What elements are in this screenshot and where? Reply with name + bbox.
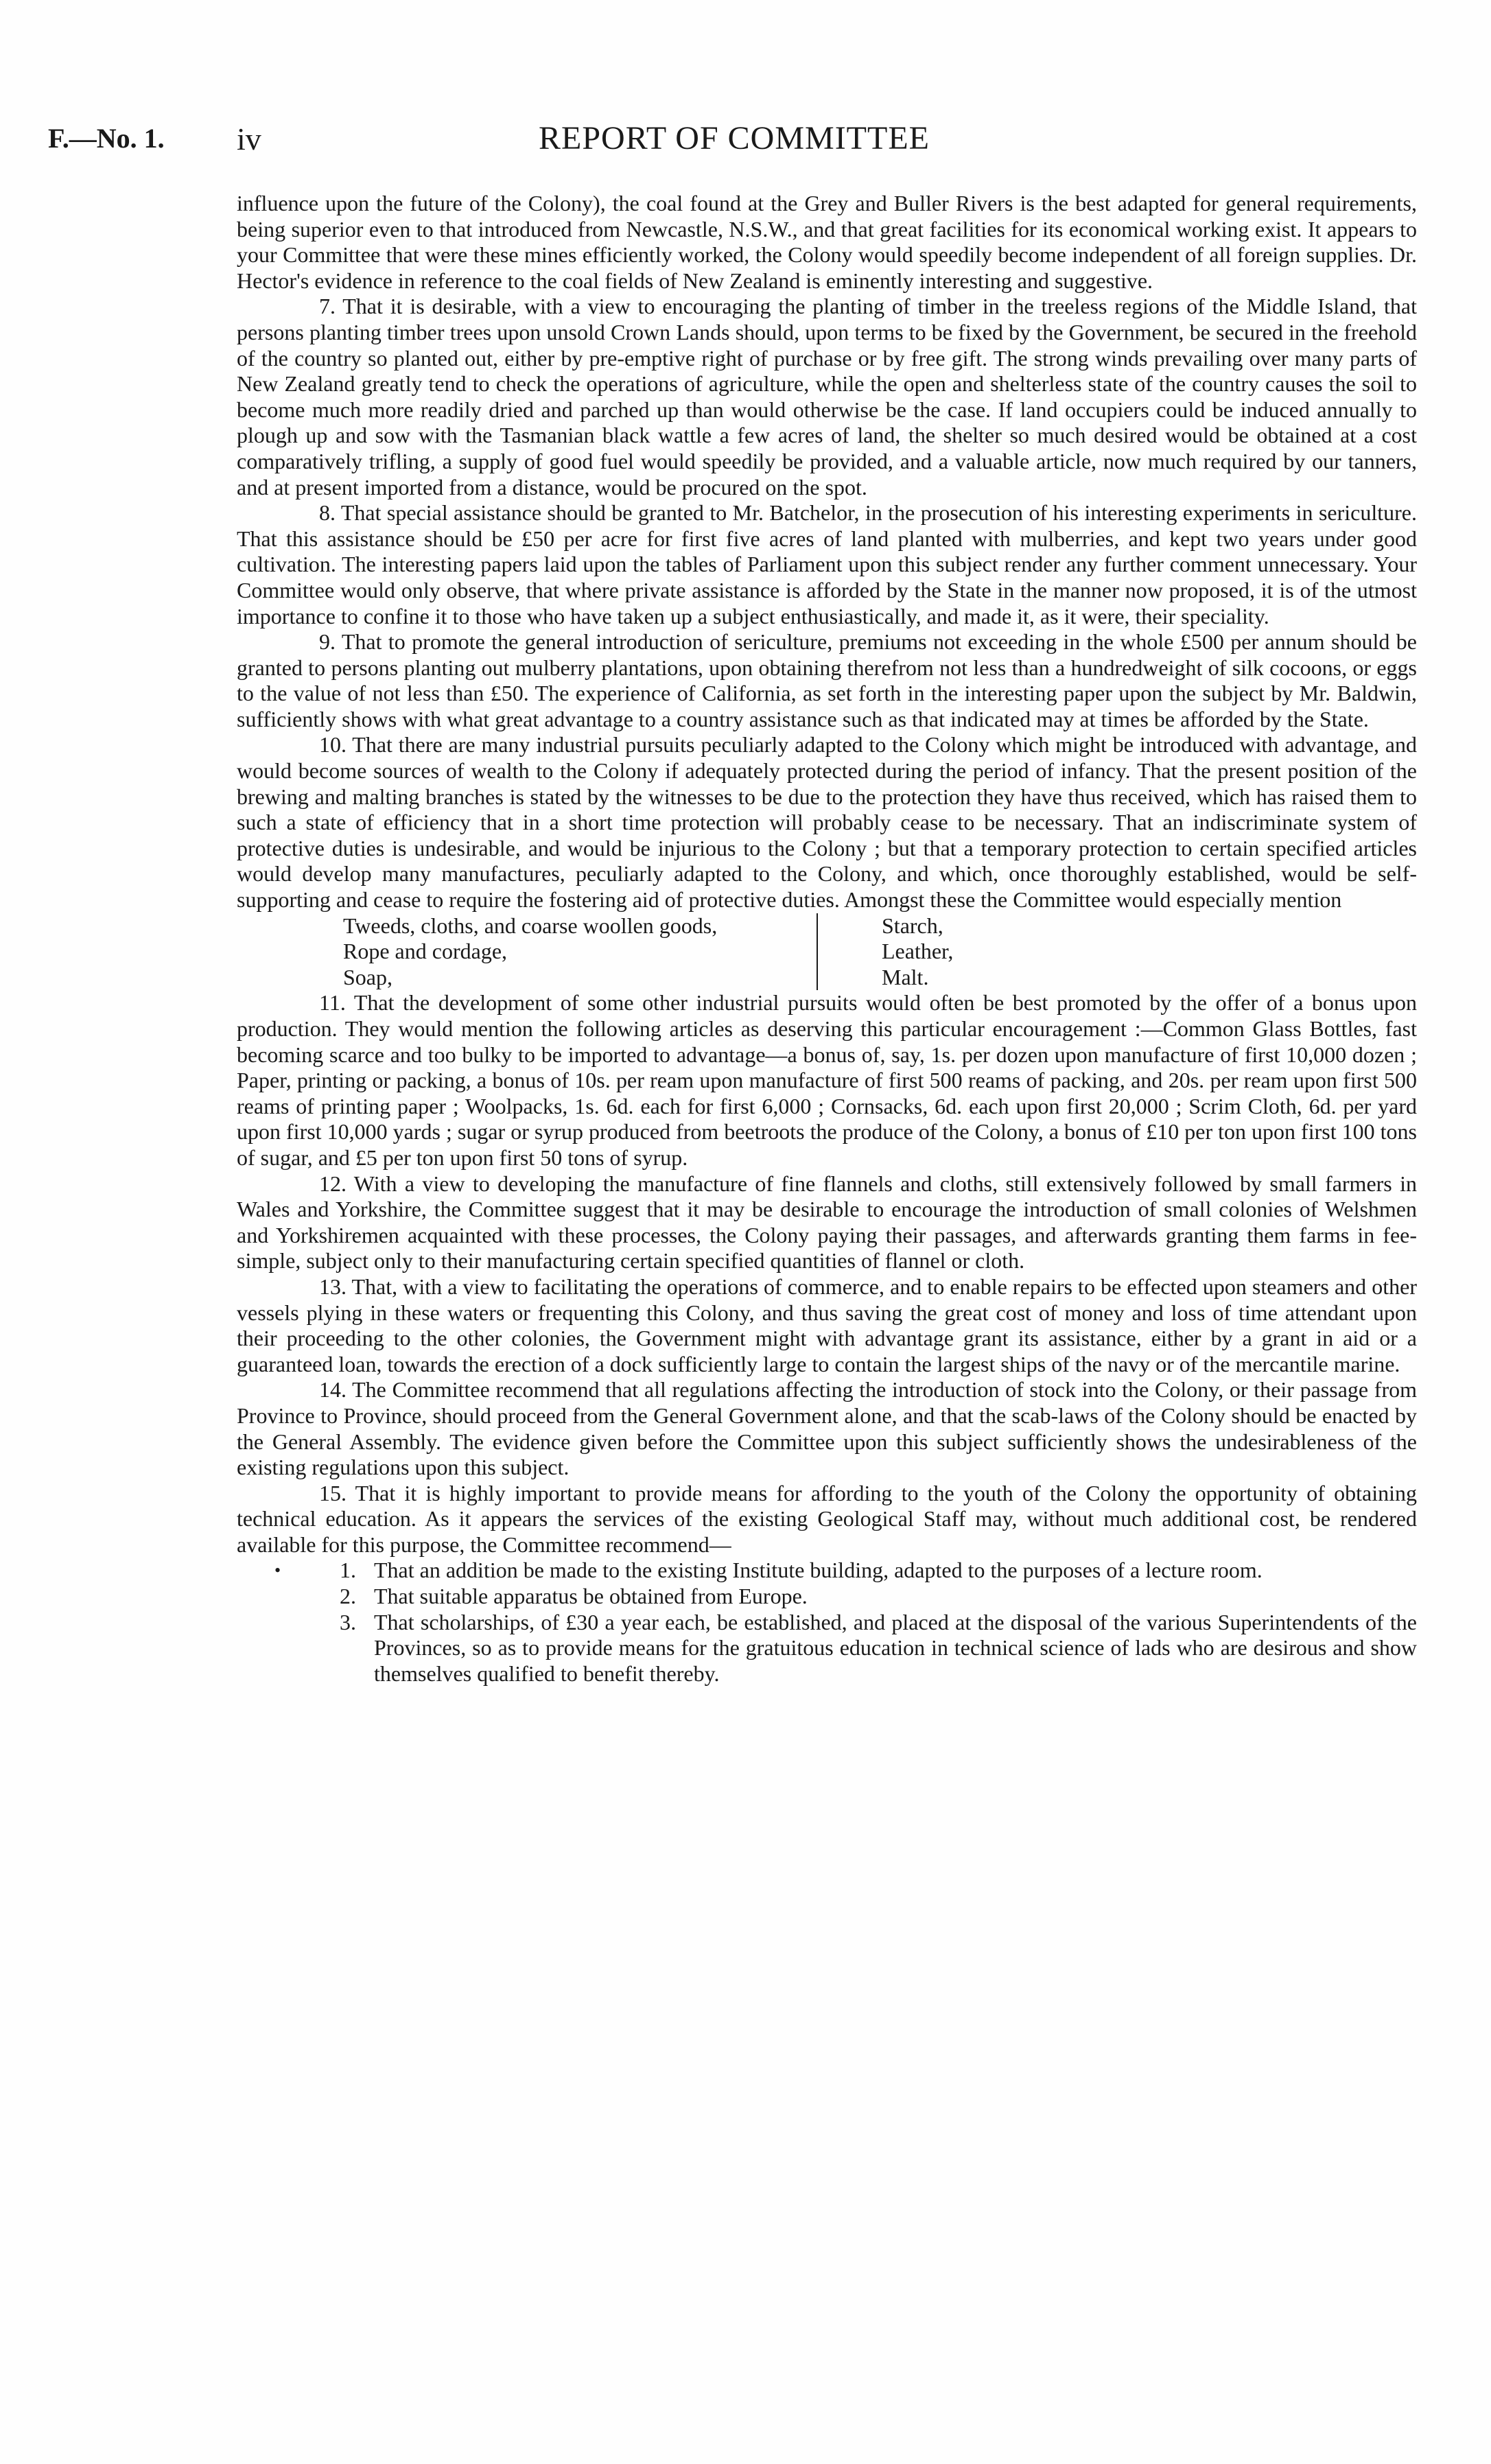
stray-mark-icon: •: [274, 1560, 281, 1581]
recommendation-text: That scholarships, of £30 a year each, be established, and placed at the disposal of the various Superintendents of the Provinces, so as to provide means for the gratuitous education in technical science of lads who are desirous and show themselves qualified to benefit thereby.: [374, 1609, 1417, 1686]
paragraph-10: 10. That there are many industrial pursuits peculiarly adapted to the Colony which might be introduced with advantage, and would become sources of wealth to the Colony if adequately protected during the period of infancy. That the present position of the brewing and malting branches is stated by the witnesses to be due to the protection they have thus received, which has raised them to such a state of efficiency that in a short time protection will probably cease to be necessary. That an indiscriminate system of protective duties is undesirable, and would be injurious to the Colony ; but that a temporary protection to certain specified articles would develop many manufactures, peculiarly adapted to the Colony, and which, once thoroughly established, would be self-supporting and cease to require the fostering aid of protective duties. Amongst these the Committee would especially mention: [237, 732, 1417, 913]
column-divider: [817, 913, 882, 939]
recommendation-item: [237, 1558, 1417, 1584]
page-title: REPORT OF COMMITTEE: [539, 120, 930, 156]
paragraph-11: 11. That the development of some other industrial pursuits would often be best promoted by the offer of a bonus upon production. They would mention the following articles as deserving this particular encouragement :—Common Glass Bottles, fast becoming scarce and too bulky to be imported to advantage—a bonus of, say, 1s. per dozen upon manufacture of first 10,000 dozen ; Paper, printing or packing, a bonus of 10s. per ream upon manufacture of first 500 reams of packing, and 20s. per ream upon first 500 reams of printing paper ; Woolpacks, 1s. 6d. each for first 6,000 ; Cornsacks, 6d. each upon first 20,000 ; Scrim Cloth, 6d. per yard upon first 10,000 yards ; sugar or syrup produced from beetroots the produce of the Colony, a bonus of £10 per ton upon first 100 tons of sugar, and £5 per ton upon first 50 tons of syrup.: [237, 990, 1417, 1170]
paragraph-14: 14. The Committee recommend that all regulations affecting the introduction of stock into the Colony, or their passage from Province to Province, should proceed from the General Government alone, and that the scab-laws of the Colony should be enacted by the General Assembly. The evidence given before the Committee upon this subject sufficiently shows the undesirableness of the existing regulations upon this subject.: [237, 1377, 1417, 1480]
article-item: Tweeds, cloths, and coarse woollen goods,: [343, 913, 718, 938]
paragraph-15: 15. That it is highly important to provide means for affording to the youth of the Colony the opportunity of obtaining technical education. As it appears the services of the existing Geological Staff may, without much additional cost, be rendered available for this purpose, the Committee recommend—: [237, 1480, 1417, 1557]
article-item: Leather,: [882, 939, 954, 964]
page-header: [48, 122, 1420, 163]
paragraph-6-continued: influence upon the future of the Colony), the coal found at the Grey and Buller Rivers is the best adapted for general requirements, being superior even to that introduced from Newcastle, N.S.W., and that great facilities for its economical working exist. It appears to your Committee that were these mines efficiently worked, the Colony would speedily become independent of all foreign supplies. Dr. Hector's evidence in reference to the coal fields of New Zealand is eminently interesting and suggestive.: [237, 191, 1417, 293]
column-divider: [817, 939, 882, 965]
recommendation-number: 2.: [340, 1584, 356, 1609]
paragraph-13: 13. That, with a view to facilitating the operations of commerce, and to enable repairs to be effected upon steamers and other vessels plying in these waters or frequenting this Colony, and thus saving the great cost of money and loss of time attendant upon their proceeding to the other colonies, the Government might with advantage grant its assistance, either by a grant in aid or a guaranteed loan, towards the erection of a dock sufficiently large to contain the largest ships of the navy or of the mercantile marine.: [237, 1274, 1417, 1376]
recommendation-text: That suitable apparatus be obtained from Europe.: [374, 1584, 808, 1609]
recommendation-number: 3.: [340, 1609, 356, 1634]
recommendation-list: [237, 1558, 1417, 1687]
paragraph-12: 12. With a view to developing the manufacture of fine flannels and cloths, still extensively followed by small farmers in Wales and Yorkshire, the Committee suggest that it may be desirable to encourage the introduction of small colonies of Welshmen and Yorkshiremen acquainted with these processes, the Colony paying their passages, and afterwards granting them farms in fee-simple, subject only to their manufacturing certain specified quantities of flannel or cloth.: [237, 1171, 1417, 1274]
recommendation-item: [237, 1610, 1417, 1687]
document-reference: F.—No. 1.: [48, 123, 165, 154]
paragraph-7: 7. That it is desirable, with a view to encouraging the planting of timber in the treeless regions of the Middle Island, that persons planting timber trees upon unsold Crown Lands should, upon terms to be fixed by the Government, be secured in the freehold of the country so planted out, either by pre-emptive right of purchase or by free gift. The strong winds prevailing over many parts of New Zealand greatly tend to check the operations of agriculture, while the open and shelterless state of the country causes the soil to become much more readily dried and parched up than would otherwise be the case. If land occupiers could be induced annually to plough up and sow with the Tasmanian black wattle a few acres of land, the shelter so much desired would be obtained at a cost comparatively trifling, a supply of good fuel would speedily be provided, and a valuable article, now much required by our tanners, and at present imported from a distance, would be procured on the spot.: [237, 294, 1417, 500]
report-body: [237, 191, 1417, 1687]
paragraph-9: 9. That to promote the general introduction of sericulture, premiums not exceeding in the whole £500 per annum should be granted to persons planting out mulberry plantations, upon obtaining therefrom not less than a hundredweight of silk cocoons, or eggs to the value of not less than £50. The experience of California, as set forth in the interesting paper upon the subject by Mr. Baldwin, sufficiently shows with what great advantage to a country assistance such as that indicated may at times be afforded by the State.: [237, 629, 1417, 731]
column-divider: [817, 965, 882, 991]
paragraph-8: 8. That special assistance should be granted to Mr. Batchelor, in the prosecution of his interesting experiments in sericulture. That this assistance should be £50 per acre for first five acres of land planted with mulberries, and kept two years under good cultivation. The interesting papers laid upon the tables of Parliament upon this subject render any further comment unnecessary. Your Committee would only observe, that where private assistance is afforded by the State in the manner now proposed, it is of the utmost importance to confine it to those who have taken up a subject enthusiastically, and made it, as it were, their speciality.: [237, 500, 1417, 629]
recommendation-item: [237, 1584, 1417, 1610]
article-item: Starch,: [882, 913, 943, 938]
article-item: Soap,: [343, 964, 392, 989]
page-number: iv: [237, 121, 261, 156]
protected-articles-list: [343, 913, 1417, 991]
article-item: Malt.: [882, 964, 929, 989]
article-item: Rope and cordage,: [343, 939, 508, 964]
recommendation-text: That an addition be made to the existing Institute building, adapted to the purposes of a lecture room.: [374, 1558, 1263, 1583]
recommendation-number: 1.: [340, 1558, 356, 1583]
